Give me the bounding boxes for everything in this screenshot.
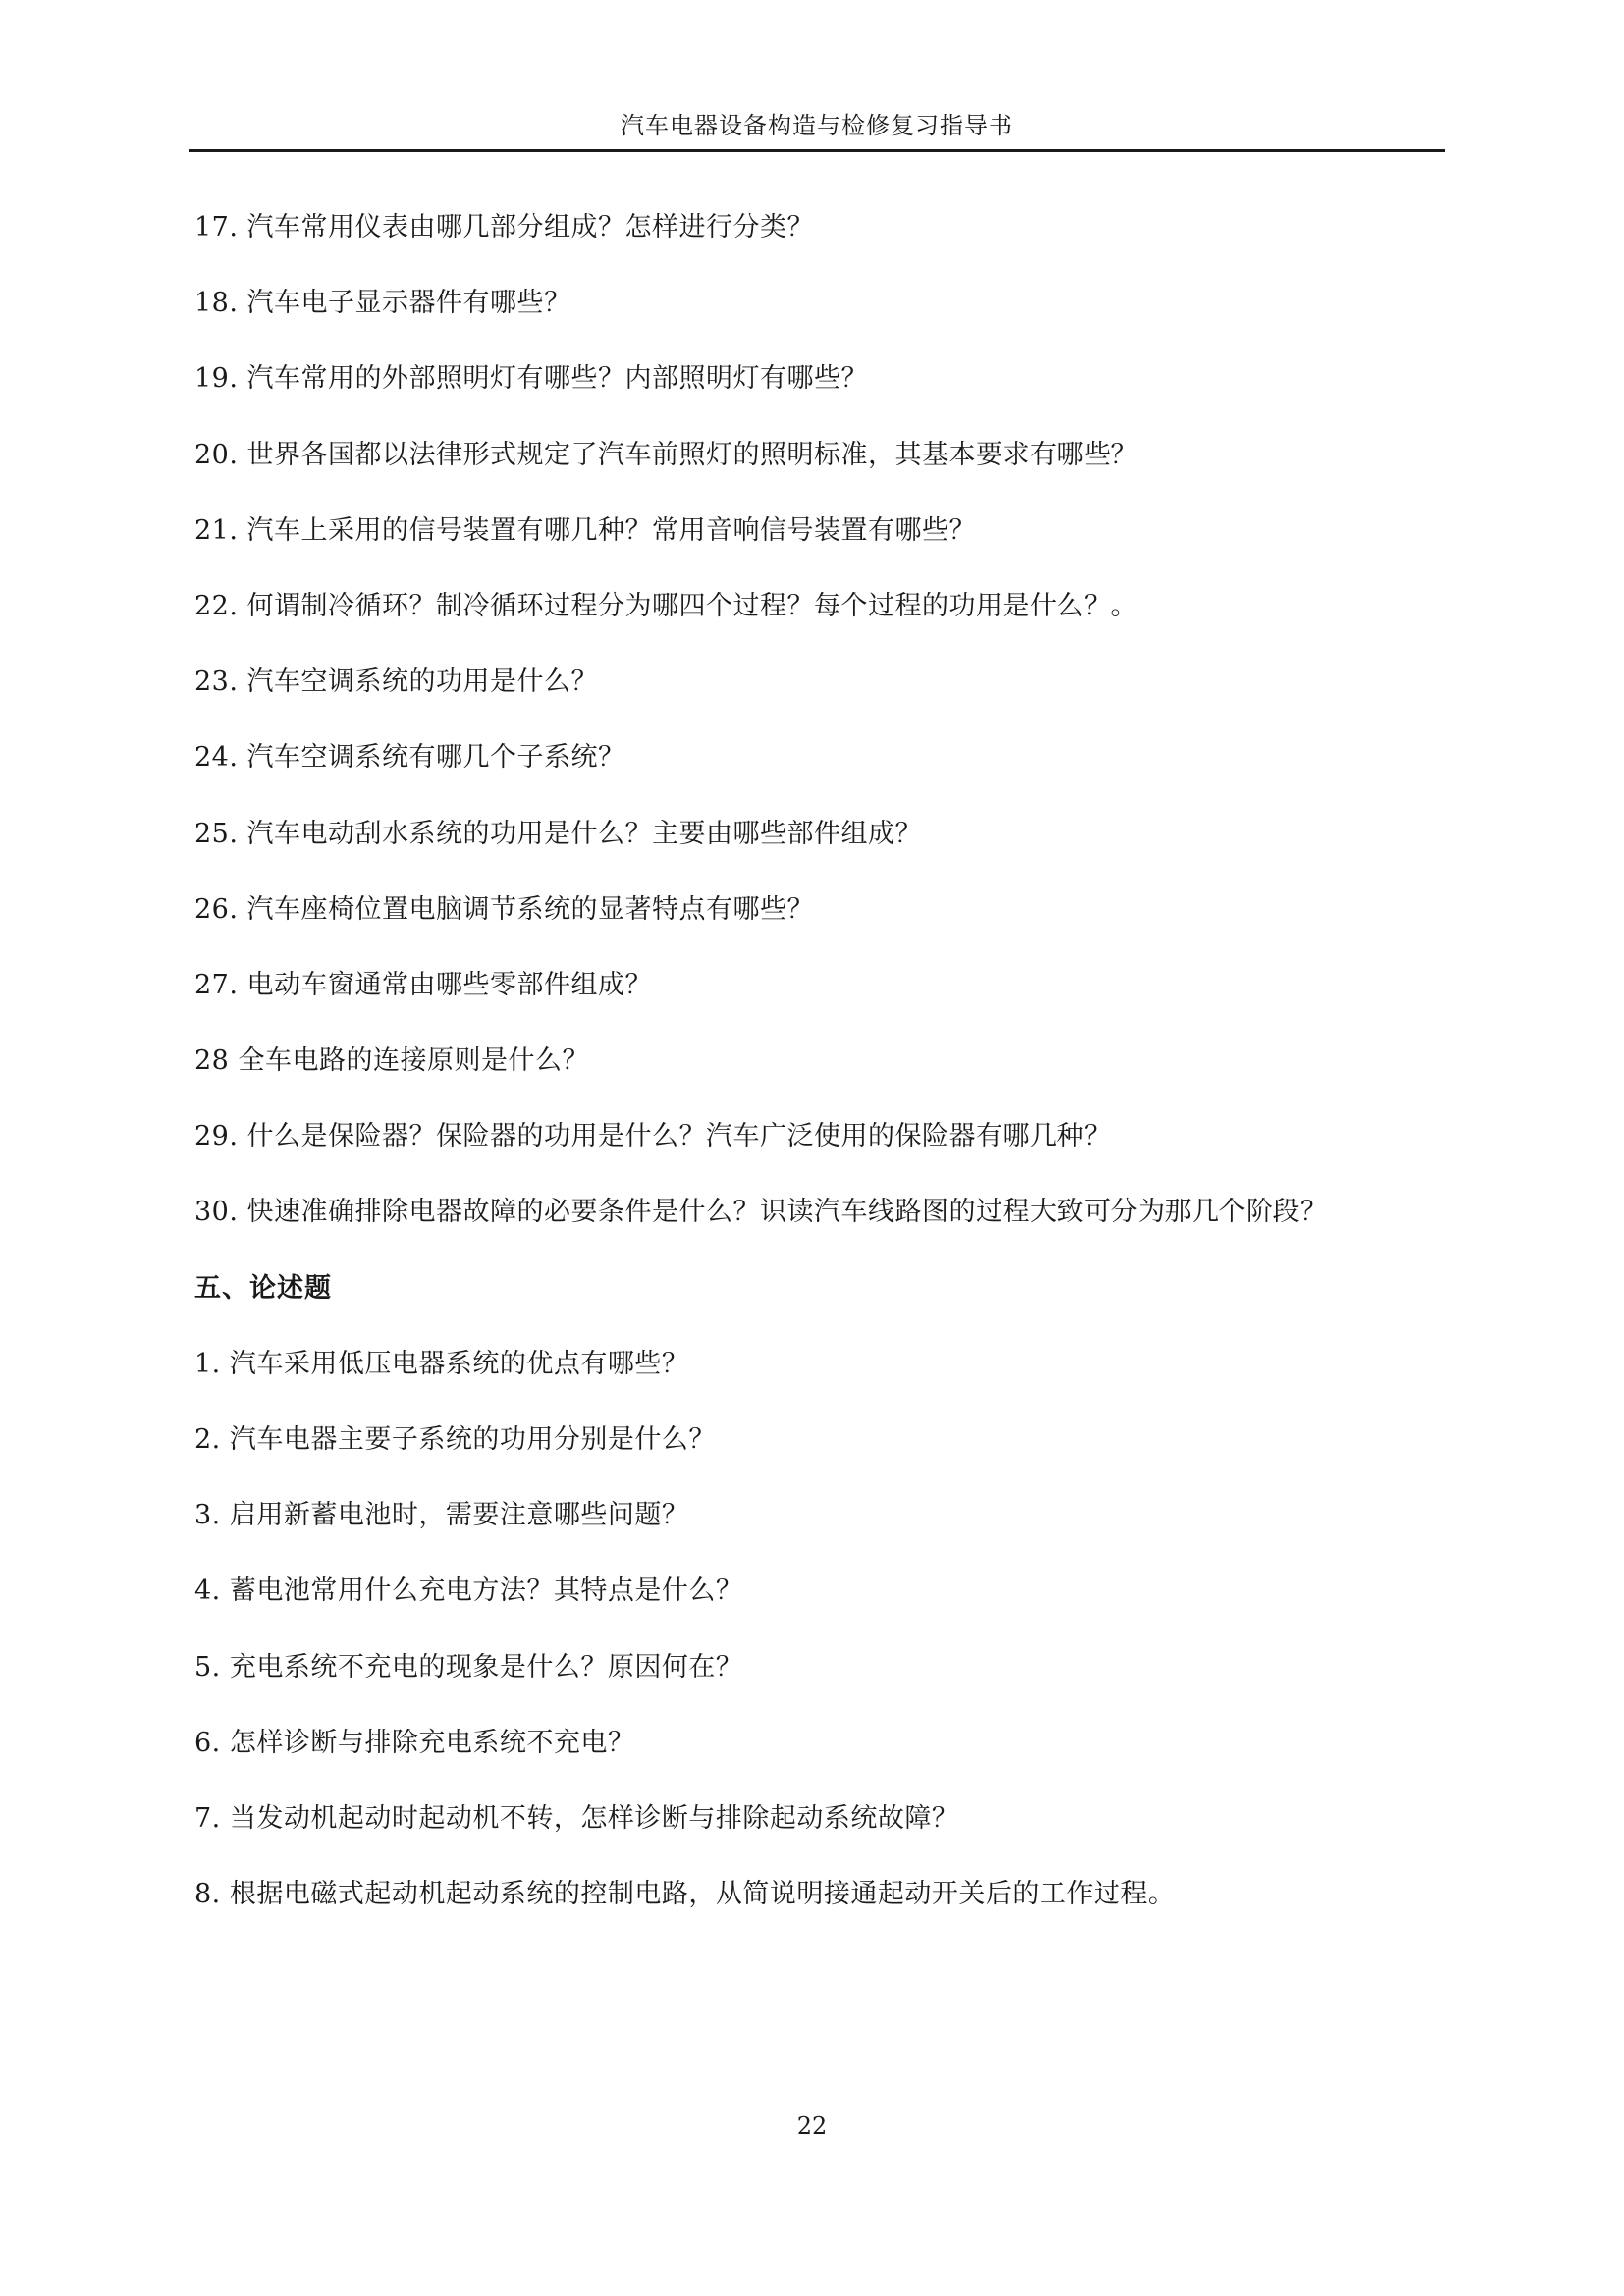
question-item: 26. 汽车座椅位置电脑调节系统的显著特点有哪些？ [194, 893, 815, 925]
essay-question-item: 2. 汽车电器主要子系统的功用分别是什么？ [194, 1424, 716, 1455]
question-item: 27. 电动车窗通常由哪些零部件组成？ [194, 969, 653, 1000]
question-item: 21. 汽车上采用的信号装置有哪几种？常用音响信号装置有哪些？ [194, 514, 977, 546]
essay-question-item: 5. 充电系统不充电的现象是什么？原因何在？ [194, 1651, 743, 1682]
question-item: 22. 何谓制冷循环？制冷循环过程分为哪四个过程？每个过程的功用是什么？。 [194, 590, 1139, 621]
page-number: 22 [796, 2112, 828, 2140]
question-item: 24. 汽车空调系统有哪几个子系统？ [194, 742, 625, 774]
question-item: 20. 世界各国都以法律形式规定了汽车前照灯的照明标准，其基本要求有哪些？ [194, 439, 1139, 470]
essay-question-item: 7. 当发动机起动时起动机不转，怎样诊断与排除起动系统故障？ [194, 1802, 959, 1834]
question-item: 25. 汽车电动刮水系统的功用是什么？主要由哪些部件组成？ [194, 818, 923, 849]
question-item: 17. 汽车常用仪表由哪几部分组成？怎样进行分类？ [194, 212, 815, 242]
essay-question-item: 8. 根据电磁式起动机起动系统的控制电路，从简说明接通起动开关后的工作过程。 [194, 1879, 1175, 1910]
essay-question-item: 1. 汽车采用低压电器系统的优点有哪些？ [194, 1348, 689, 1379]
section-heading: 五、论述题 [194, 1272, 332, 1304]
essay-question-item: 4. 蓄电池常用什么充电方法？其特点是什么？ [194, 1575, 743, 1607]
question-item: 18. 汽车电子显示器件有哪些？ [194, 288, 571, 319]
question-item: 29. 什么是保险器？保险器的功用是什么？汽车广泛使用的保险器有哪几种？ [194, 1121, 1111, 1152]
question-item: 28 全车电路的连接原则是什么？ [194, 1045, 589, 1077]
question-item: 19. 汽车常用的外部照明灯有哪些？内部照明灯有哪些？ [194, 363, 869, 395]
question-item: 30. 快速准确排除电器故障的必要条件是什么？识读汽车线路图的过程大致可分为那几个阶段？ [194, 1197, 1327, 1228]
essay-question-item: 6. 怎样诊断与排除充电系统不充电？ [194, 1727, 635, 1758]
page-content [194, 208, 1432, 1950]
running-header: 汽车电器设备构造与检修复习指导书 [621, 112, 1013, 139]
header-divider [189, 149, 1445, 152]
question-item: 23. 汽车空调系统的功用是什么？ [194, 667, 599, 698]
essay-question-item: 3. 启用新蓄电池时，需要注意哪些问题？ [194, 1500, 689, 1531]
